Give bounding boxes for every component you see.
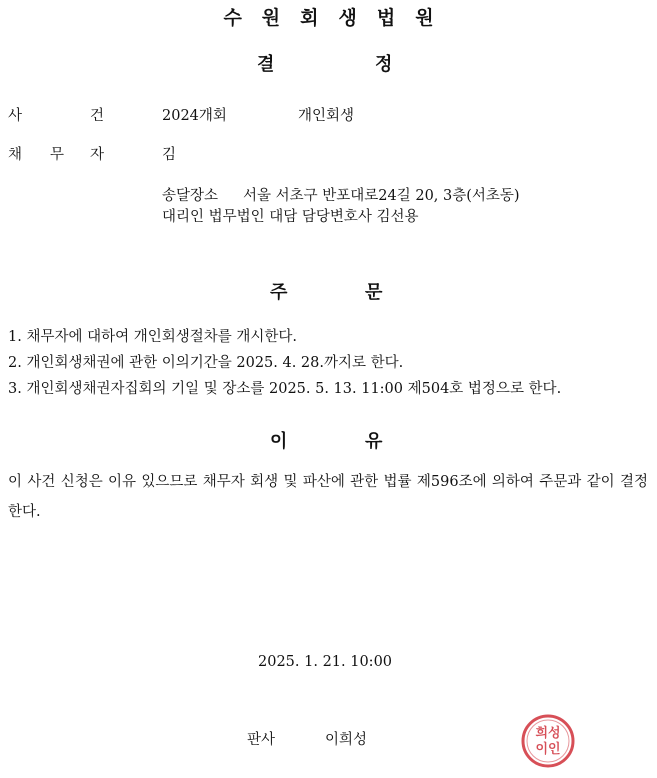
case-type: 개인회생 (298, 108, 355, 124)
case-label-char-2: 건 (90, 108, 105, 124)
order-item: 1. 채무자에 대하여 개인회생절차를 개시한다. (8, 329, 298, 345)
order-heading-char-1: 주 (270, 282, 288, 303)
decision-date: 2025. 1. 21. 10:00 (258, 654, 393, 670)
debtor-label-char-3: 자 (90, 147, 105, 163)
debtor-agent: 대리인 법무법인 대담 담당변호사 김선용 (162, 209, 419, 225)
order-heading-char-2: 문 (365, 282, 383, 303)
judge-name: 이희성 (325, 732, 368, 748)
svg-text:희성: 희성 (535, 726, 561, 741)
judge-title: 판사 (247, 732, 276, 748)
court-name: 수원회생법원 (223, 7, 454, 29)
order-item: 3. 개인회생채권자집회의 기일 및 장소를 2025. 5. 13. 11:00 제504호 법정으로 한다. (8, 381, 562, 397)
debtor-label-char-2: 무 (50, 147, 65, 163)
reason-heading-char-1: 이 (270, 431, 288, 452)
svg-text:이인: 이인 (535, 742, 561, 757)
debtor-name: 김 (162, 147, 177, 163)
judge-seal-stamp (520, 713, 576, 769)
service-address: 서울 서초구 반포대로24길 20, 3층(서초동) (243, 188, 520, 204)
case-number: 2024개회 (162, 108, 227, 124)
seal-icon (520, 713, 576, 769)
order-item: 2. 개인회생채권에 관한 이의기간을 2025. 4. 28.까지로 한다. (8, 355, 404, 371)
reason-text: 이 사건 신청은 이유 있으므로 채무자 회생 및 파산에 관한 법률 제596조에 의하여 주문과 같이 결정한다. (8, 474, 648, 520)
doc-type-first-char: 결 (257, 54, 275, 75)
doc-type-second-char: 정 (375, 54, 393, 75)
debtor-label-char-1: 채 (8, 147, 23, 163)
case-label-char-1: 사 (8, 108, 23, 124)
reason-heading-char-2: 유 (365, 431, 383, 452)
service-address-label: 송달장소 (162, 188, 219, 204)
